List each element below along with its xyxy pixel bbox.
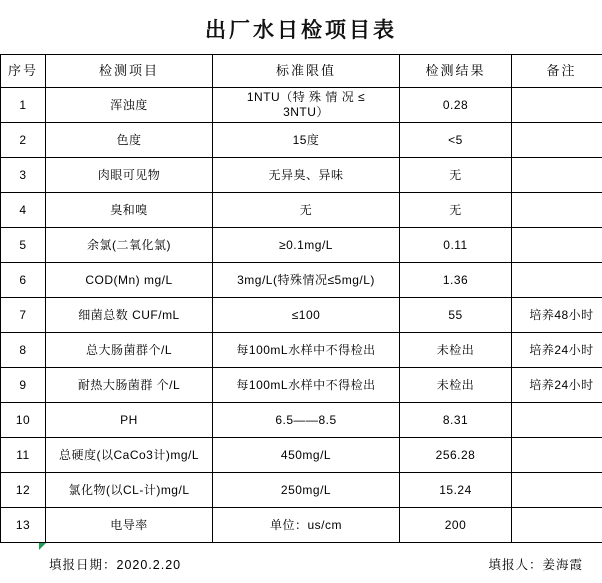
cell-no: 3 [1,158,46,193]
cell-item: 色度 [46,123,213,158]
cell-item: 总大肠菌群个/L [46,333,213,368]
cell-item: 耐热大肠菌群 个/L [46,368,213,403]
table-header-row [1,55,602,88]
cell-no: 1 [1,88,46,123]
cell-result: <5 [400,123,512,158]
cell-limit: 450mg/L [213,438,400,473]
cell-remark: 培养48小时 [512,298,602,333]
cell-no: 2 [1,123,46,158]
cell-remark [512,158,602,193]
daily-inspection-table [0,54,602,543]
cell-limit: 每100mL水样中不得检出 [213,333,400,368]
cell-no: 8 [1,333,46,368]
cell-result: 55 [400,298,512,333]
cell-result: 无 [400,193,512,228]
table-row [1,403,602,438]
cell-remark [512,263,602,298]
footer [13,543,589,583]
cell-result: 256.28 [400,438,512,473]
cell-remark [512,123,602,158]
table-row [1,333,602,368]
table-row [1,473,602,508]
cell-limit-line2: 3NTU） [283,105,329,119]
cell-limit: ≥0.1mg/L [213,228,400,263]
cell-remark [512,473,602,508]
cell-limit [213,88,400,123]
green-marker-icon [39,543,46,550]
cell-item: PH [46,403,213,438]
column-header-item: 检测项目 [46,55,213,88]
cell-limit: 3mg/L(特殊情况≤5mg/L) [213,263,400,298]
table-row [1,438,602,473]
table-header [1,55,602,88]
table-row [1,88,602,123]
cell-result: 200 [400,508,512,543]
cell-result: 无 [400,158,512,193]
page-title: 出厂水日检项目表 [0,0,602,54]
cell-no: 12 [1,473,46,508]
cell-limit: 每100mL水样中不得检出 [213,368,400,403]
table-row [1,368,602,403]
cell-result: 未检出 [400,368,512,403]
cell-item: 细菌总数 CUF/mL [46,298,213,333]
fill-person-label: 填报人：姜海霞 [488,555,583,573]
column-header-limit: 标准限值 [213,55,400,88]
cell-item: 电导率 [46,508,213,543]
cell-result: 未检出 [400,333,512,368]
cell-limit: 250mg/L [213,473,400,508]
cell-no: 4 [1,193,46,228]
cell-no: 5 [1,228,46,263]
cell-remark [512,403,602,438]
cell-item: 余氯(二氧化氯) [46,228,213,263]
cell-limit: 无异臭、异味 [213,158,400,193]
table-row [1,123,602,158]
cell-no: 11 [1,438,46,473]
cell-result: 8.31 [400,403,512,438]
cell-item: 臭和嗅 [46,193,213,228]
table-row [1,508,602,543]
cell-no: 7 [1,298,46,333]
cell-limit: 单位：us/cm [213,508,400,543]
cell-item: 总硬度(以CaCo3计)mg/L [46,438,213,473]
table-row [1,193,602,228]
table-row [1,158,602,193]
cell-limit: ≤100 [213,298,400,333]
cell-item: 肉眼可见物 [46,158,213,193]
cell-result: 0.11 [400,228,512,263]
cell-no: 13 [1,508,46,543]
column-header-remark: 备注 [512,55,602,88]
cell-item: 浑浊度 [46,88,213,123]
cell-remark [512,228,602,263]
cell-limit-line1: 1NTU（特 殊 情 况 ≤ [247,90,365,104]
column-header-result: 检测结果 [400,55,512,88]
cell-remark [512,88,602,123]
cell-limit: 6.5——8.5 [213,403,400,438]
cell-item: COD(Mn) mg/L [46,263,213,298]
cell-remark: 培养24小时 [512,368,602,403]
fill-date-label: 填报日期：2020.2.20 [49,555,181,573]
cell-no: 9 [1,368,46,403]
column-header-no: 序号 [1,55,46,88]
table-row [1,298,602,333]
cell-no: 6 [1,263,46,298]
cell-limit: 15度 [213,123,400,158]
cell-item: 氯化物(以CL-计)mg/L [46,473,213,508]
cell-remark [512,438,602,473]
table-row [1,263,602,298]
cell-remark [512,193,602,228]
table-body [1,88,602,543]
cell-result: 15.24 [400,473,512,508]
cell-remark [512,508,602,543]
cell-remark: 培养24小时 [512,333,602,368]
cell-limit: 无 [213,193,400,228]
cell-result: 0.28 [400,88,512,123]
cell-no: 10 [1,403,46,438]
table-row [1,228,602,263]
cell-result: 1.36 [400,263,512,298]
